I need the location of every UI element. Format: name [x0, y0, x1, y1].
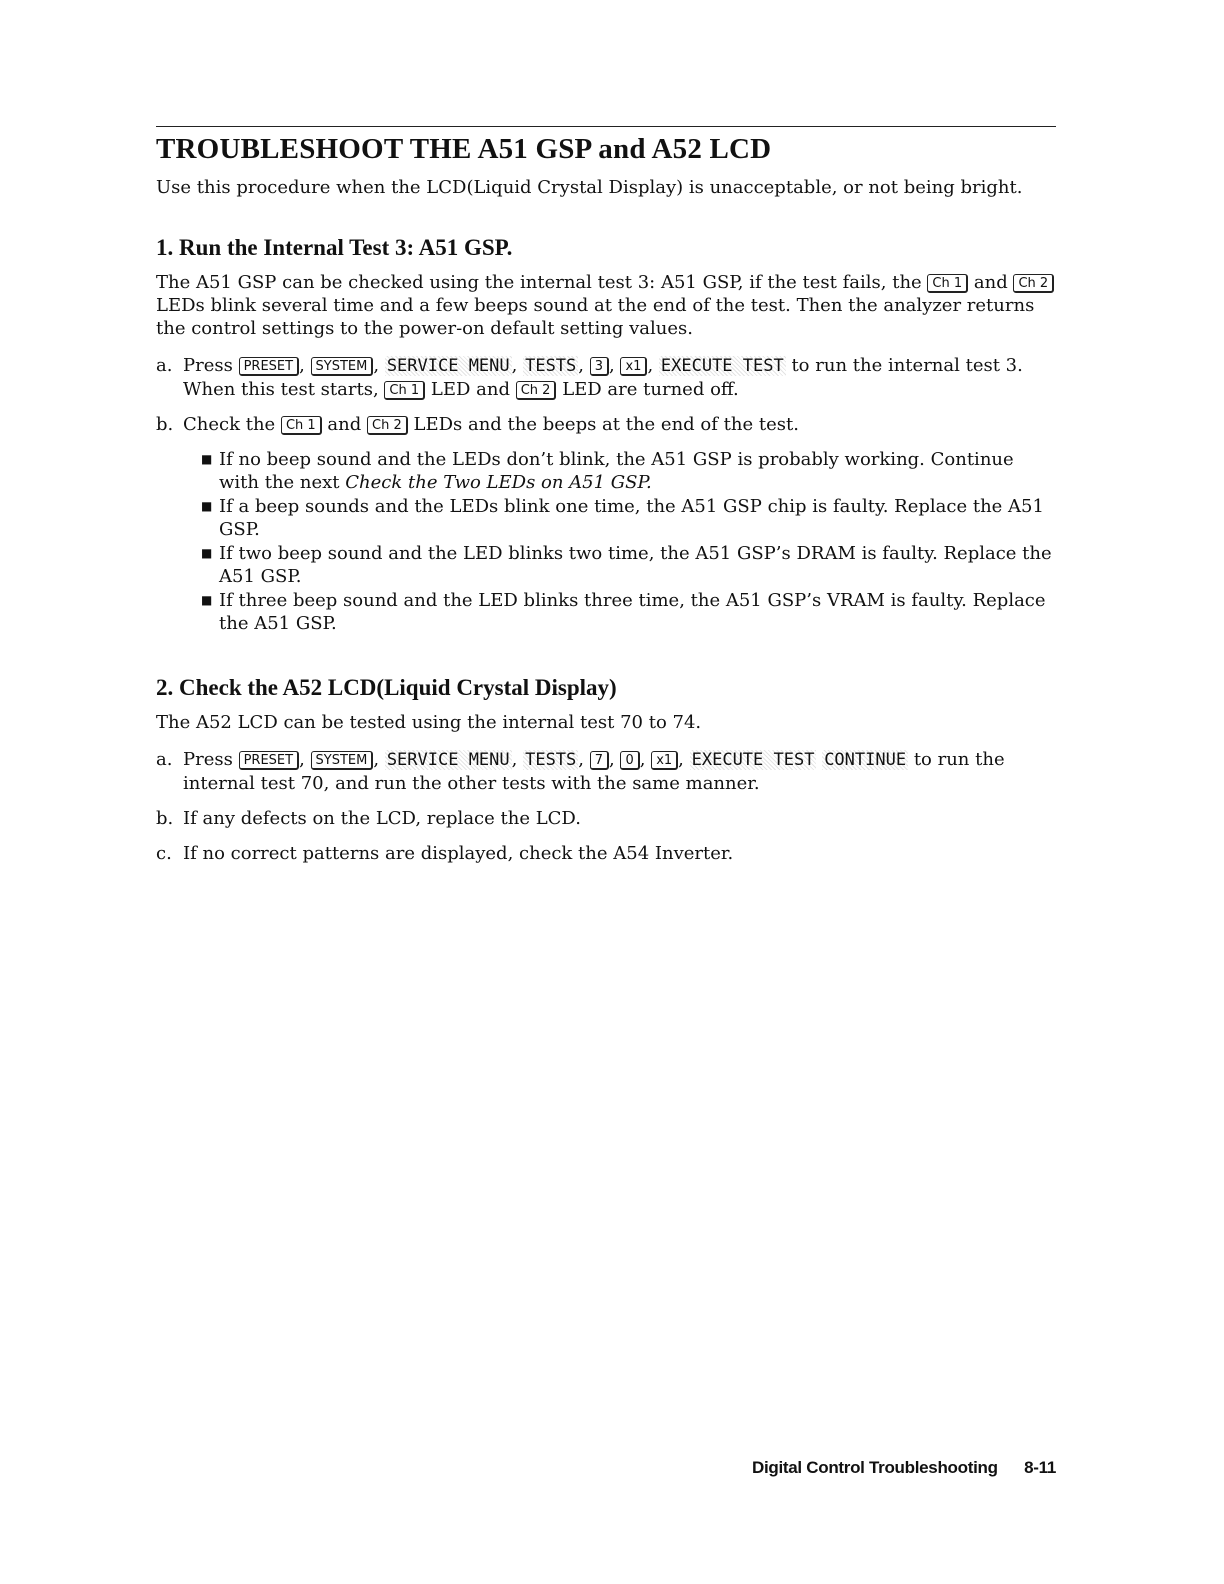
- zero-key: 0: [620, 751, 639, 770]
- list-item: ■ If three beep sound and the LED blinks three time, the A51 GSP’s VRAM is faulty. Replace the A51 GSP.: [201, 590, 1046, 634]
- step-2c: c. If no correct patterns are displayed, check the A54 Inverter.: [156, 843, 734, 864]
- continue-softkey: CONTINUE: [824, 750, 907, 770]
- ch1-key: Ch 1: [384, 381, 425, 400]
- bullet-icon: ■: [201, 499, 213, 513]
- ch1-key: Ch 1: [927, 274, 968, 293]
- intro-paragraph: Use this procedure when the LCD(Liquid Crystal Display) is unacceptable, or not being bright.: [156, 177, 1023, 198]
- bullet-icon: ■: [201, 452, 213, 466]
- system-key: SYSTEM: [311, 751, 374, 770]
- footer-section-title: Digital Control Troubleshooting: [751, 1458, 998, 1477]
- service-menu-softkey: SERVICE MENU: [386, 750, 510, 770]
- step-1b: b. Check the Ch 1 and Ch 2 LEDs and the beeps at the end of the test.: [156, 414, 799, 435]
- three-key: 3: [590, 357, 609, 376]
- cross-reference: Check the Two LEDs on A51 GSP.: [345, 472, 652, 493]
- seven-key: 7: [590, 751, 609, 770]
- step-2a: a. Press PRESET , SYSTEM , SERVICE MENU , TESTS , 7 , 0 , x1 , EXECUTE TEST CONTINUE to run the internal test 70, and run the other tests with the same manner.: [156, 749, 1005, 794]
- bullet-icon: ■: [201, 546, 213, 560]
- page-number: 8-11: [1024, 1458, 1056, 1477]
- service-menu-softkey: SERVICE MENU: [386, 356, 510, 376]
- x1-key: x1: [620, 357, 647, 376]
- top-rule: [156, 126, 1056, 127]
- list-item: ■ If a beep sounds and the LEDs blink one time, the A51 GSP chip is faulty. Replace the A51 GSP.: [201, 496, 1044, 540]
- preset-key: PRESET: [239, 751, 300, 770]
- page-title: TROUBLESHOOT THE A51 GSP and A52 LCD: [156, 133, 772, 165]
- list-item: ■ If no beep sound and the LEDs don’t blink, the A51 GSP is probably working. Continue with the next Check the Two LEDs on A51 GSP.: [201, 449, 1014, 493]
- bullet-icon: ■: [201, 593, 213, 607]
- step-1a: a. Press PRESET , SYSTEM , SERVICE MENU , TESTS , 3 , x1 , EXECUTE TEST to run the internal test 3. When this test starts, Ch 1 LED and Ch 2 LED are turned off.: [156, 355, 1023, 400]
- ch2-key: Ch 2: [1013, 274, 1054, 293]
- section1-paragraph: The A51 GSP can be checked using the internal test 3: A51 GSP, if the test fails, the Ch 1 and Ch 2 LEDs blink several time and a few beeps sound at the end of the test. Then the analyzer returns the control settings to the power-on default setting values.: [156, 271, 1056, 340]
- ch2-key: Ch 2: [367, 416, 408, 435]
- tests-softkey: TESTS: [525, 750, 577, 770]
- ch2-key: Ch 2: [516, 381, 557, 400]
- tests-softkey: TESTS: [525, 356, 577, 376]
- document-page: [156, 126, 1056, 877]
- execute-test-softkey: EXECUTE TEST: [691, 750, 815, 770]
- page-footer: [600, 1458, 1056, 1478]
- list-item: ■ If two beep sound and the LED blinks two time, the A51 GSP’s DRAM is faulty. Replace the A51 GSP.: [201, 543, 1052, 587]
- result-bullets: [201, 448, 1056, 635]
- section2-heading: 2. Check the A52 LCD(Liquid Crystal Display): [156, 675, 617, 700]
- x1-key: x1: [651, 751, 678, 770]
- execute-test-softkey: EXECUTE TEST: [660, 356, 784, 376]
- section2-paragraph: The A52 LCD can be tested using the internal test 70 to 74.: [156, 712, 702, 733]
- section1-heading: 1. Run the Internal Test 3: A51 GSP.: [156, 235, 513, 260]
- system-key: SYSTEM: [311, 357, 374, 376]
- ch1-key: Ch 1: [281, 416, 322, 435]
- preset-key: PRESET: [239, 357, 300, 376]
- step-2b: b. If any defects on the LCD, replace the LCD.: [156, 808, 581, 829]
